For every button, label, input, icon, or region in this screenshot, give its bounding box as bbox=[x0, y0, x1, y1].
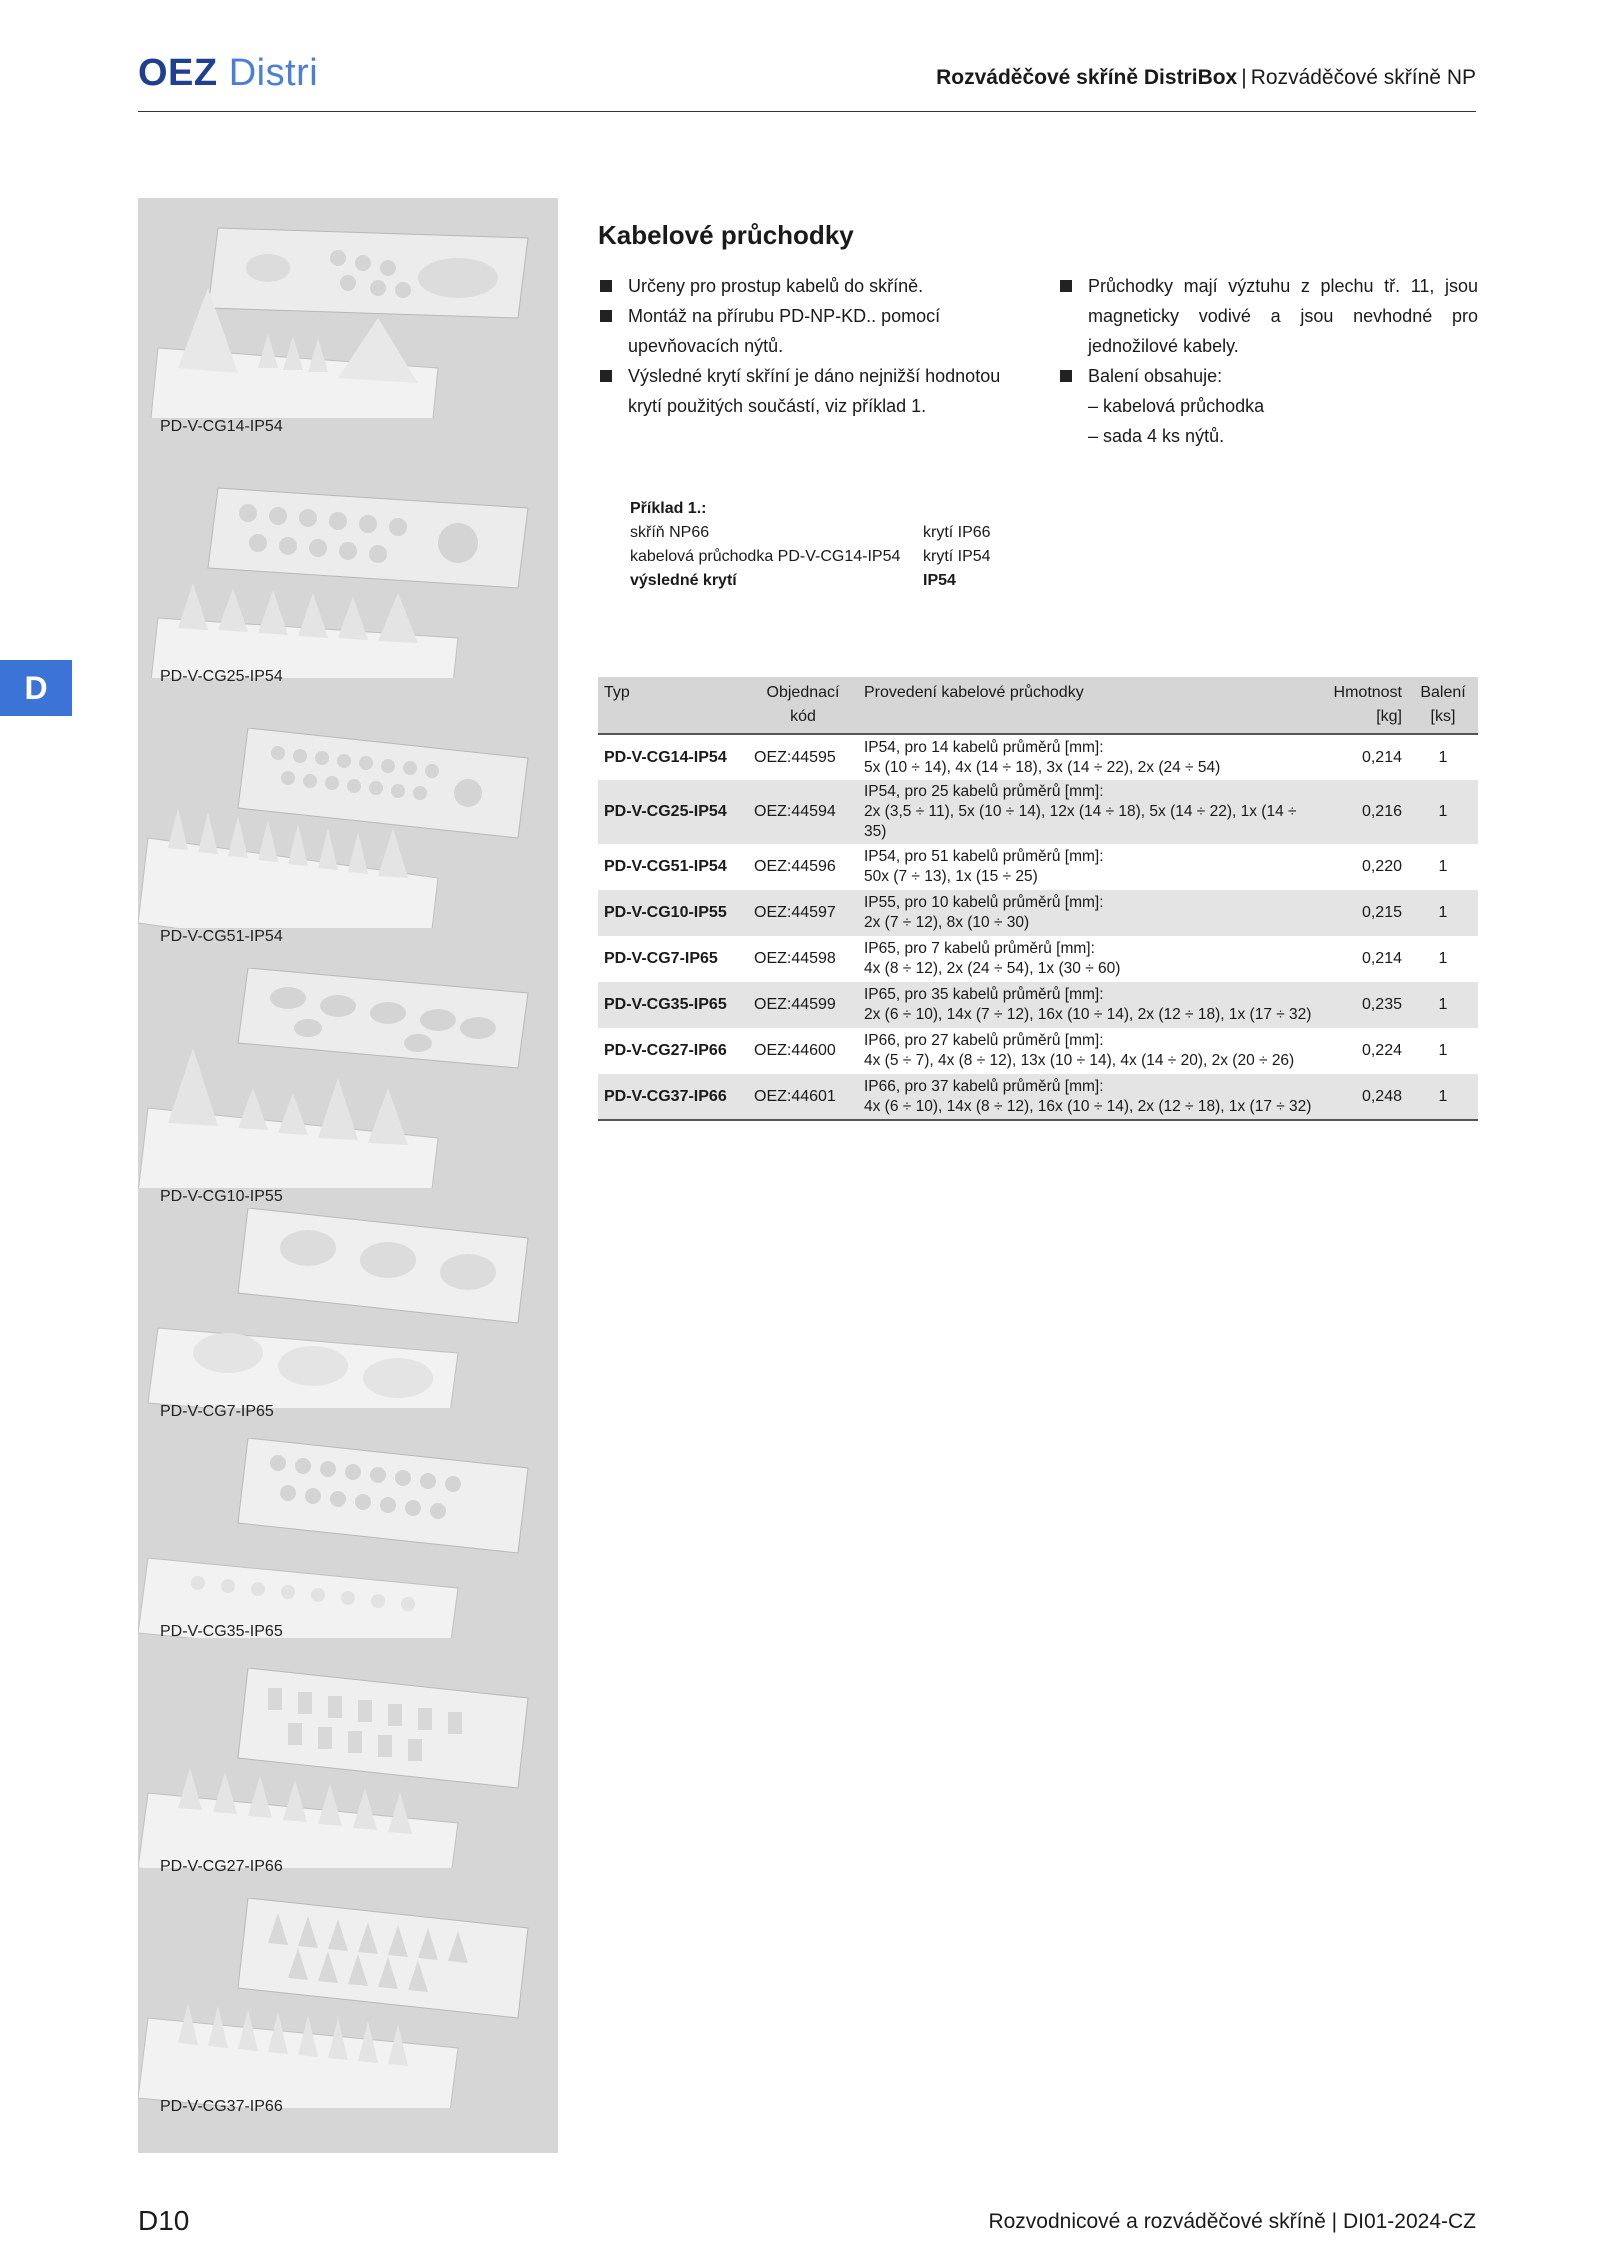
cell-hmotnost: 0,248 bbox=[1328, 1074, 1408, 1120]
col-header-provedeni: Provedení kabelové průchodky bbox=[858, 677, 1328, 734]
cell-hmotnost: 0,214 bbox=[1361, 748, 1402, 766]
cell-baleni: 1 bbox=[1408, 780, 1478, 844]
cell-kod: OEZ:44597 bbox=[748, 890, 858, 936]
table-row bbox=[598, 1028, 1478, 1074]
header-section-bold: Rozváděčové skříně DistriBox bbox=[936, 66, 1238, 89]
cell-baleni: 1 bbox=[1438, 858, 1448, 875]
table-row bbox=[598, 890, 1478, 936]
product-label: PD-V-CG51-IP54 bbox=[160, 928, 283, 945]
col-header-hmotnost: Hmotnost [kg] bbox=[1328, 677, 1408, 734]
product-label: PD-V-CG7-IP65 bbox=[160, 1403, 274, 1420]
footer-catalog-name: Rozvodnicové a rozváděčové skříně bbox=[988, 2210, 1326, 2233]
cell-hmotnost: 0,224 bbox=[1361, 1042, 1402, 1059]
product-image-cg14 bbox=[138, 218, 558, 438]
feature-bullet: Výsledné krytí skříní je dáno nejnižší hodnotou krytí použitých součástí, viz příklad 1. bbox=[598, 361, 1018, 421]
logo-oez: OEZ bbox=[138, 52, 218, 94]
cell-baleni: 1 bbox=[1438, 748, 1448, 766]
example-left: skříň NP66 bbox=[630, 524, 710, 541]
col-header-typ: Typ bbox=[598, 677, 748, 734]
cell-baleni: 1 bbox=[1408, 982, 1478, 1028]
cell-baleni: 1 bbox=[1438, 1042, 1448, 1059]
example-row-result bbox=[630, 569, 1010, 593]
cell-typ: PD-V-CG37-IP66 bbox=[598, 1074, 748, 1120]
feature-bullet: Průchodky mají výztuhu z plechu tř. 11, jsou magneticky vodivé a jsou nevhodné pro jednožilové kabely. bbox=[1058, 271, 1478, 361]
features-right bbox=[1058, 271, 1478, 451]
features-left bbox=[598, 271, 1018, 451]
product-image-cg37 bbox=[138, 1898, 558, 2128]
cell-typ: PD-V-CG35-IP65 bbox=[598, 982, 748, 1028]
cable-gland-cg51-image bbox=[138, 728, 558, 928]
product-label: PD-V-CG27-IP66 bbox=[160, 1858, 283, 1875]
cell-typ: PD-V-CG25-IP54 bbox=[598, 780, 748, 844]
table-row bbox=[598, 844, 1478, 890]
cell-kod: OEZ:44600 bbox=[754, 1042, 836, 1059]
cell-kod: OEZ:44599 bbox=[748, 982, 858, 1028]
product-image-cg25 bbox=[138, 478, 558, 698]
footer-separator: | bbox=[1331, 2210, 1338, 2233]
product-label: PD-V-CG25-IP54 bbox=[160, 668, 283, 685]
page-header bbox=[138, 48, 1476, 112]
example-row bbox=[630, 521, 1010, 545]
cell-kod: OEZ:44598 bbox=[754, 950, 836, 967]
cell-typ: PD-V-CG14-IP54 bbox=[604, 748, 727, 766]
header-section-title bbox=[936, 66, 1476, 90]
example-title: Příklad 1.: bbox=[630, 500, 707, 517]
section-title: Kabelové průchodky bbox=[598, 220, 854, 250]
cell-provedeni: IP55, pro 10 kabelů průměrů [mm]: 2x (7 ÷ 12), 8x (10 ÷ 30) bbox=[858, 890, 1328, 936]
product-label: PD-V-CG10-IP55 bbox=[160, 1188, 283, 1205]
product-image-cg10 bbox=[138, 968, 558, 1218]
cable-gland-cg7-image bbox=[138, 1208, 558, 1408]
package-item: – kabelová průchodka bbox=[1088, 396, 1265, 416]
example-left: kabelová průchodka PD-V-CG14-IP54 bbox=[630, 548, 901, 565]
cell-provedeni: IP66, pro 37 kabelů průměrů [mm]: 4x (6 ÷ 10), 14x (8 ÷ 12), 16x (10 ÷ 14), 2x (12 ÷ 18), 1x (17 ÷ 32) bbox=[858, 1074, 1328, 1120]
product-label: PD-V-CG37-IP66 bbox=[160, 2098, 283, 2115]
example-row bbox=[630, 545, 1010, 569]
feature-bullet: Určeny pro prostup kabelů do skříně. bbox=[598, 271, 1018, 301]
header-section-normal: Rozváděčové skříně NP bbox=[1250, 66, 1476, 89]
cell-provedeni: IP54, pro 51 kabelů průměrů [mm]: 50x (7 ÷ 13), 1x (15 ÷ 25) bbox=[864, 848, 1104, 885]
cable-gland-cg25-image bbox=[138, 478, 558, 678]
product-table bbox=[598, 677, 1478, 1121]
cell-kod: OEZ:44601 bbox=[748, 1074, 858, 1120]
cell-provedeni: IP54, pro 25 kabelů průměrů [mm]: 2x (3,5 ÷ 11), 5x (10 ÷ 14), 12x (14 ÷ 18), 5x (14 ÷ 22), 1x (14 ÷ 35) bbox=[858, 780, 1328, 844]
package-item: – sada 4 ks nýtů. bbox=[1088, 426, 1225, 446]
footer-catalog bbox=[988, 2210, 1476, 2234]
cell-provedeni: IP66, pro 27 kabelů průměrů [mm]: 4x (5 ÷ 7), 4x (8 ÷ 12), 13x (10 ÷ 14), 4x (14 ÷ 20), 2x (20 ÷ 26) bbox=[864, 1032, 1295, 1069]
example-right: krytí IP54 bbox=[923, 548, 991, 565]
chapter-tab: D bbox=[0, 660, 72, 716]
cell-provedeni: IP65, pro 35 kabelů průměrů [mm]: 2x (6 ÷ 10), 14x (7 ÷ 12), 16x (10 ÷ 14), 2x (12 ÷ 18), 1x (17 ÷ 32) bbox=[858, 982, 1328, 1028]
cell-kod: OEZ:44594 bbox=[748, 780, 858, 844]
cell-baleni: 1 bbox=[1438, 950, 1448, 967]
description-section bbox=[598, 220, 1478, 451]
table-row bbox=[598, 734, 1478, 780]
feature-bullet: Balení obsahuje: bbox=[1058, 361, 1478, 391]
cable-gland-cg27-image bbox=[138, 1668, 558, 1868]
cell-provedeni: IP54, pro 14 kabelů průměrů [mm]: 5x (10 ÷ 14), 4x (14 ÷ 18), 3x (14 ÷ 22), 2x (24 ÷ 54) bbox=[864, 738, 1221, 776]
cable-gland-cg35-image bbox=[138, 1438, 558, 1638]
cell-typ: PD-V-CG10-IP55 bbox=[598, 890, 748, 936]
product-image-cg35 bbox=[138, 1438, 558, 1658]
cell-kod: OEZ:44596 bbox=[754, 858, 836, 875]
header-separator: | bbox=[1241, 66, 1247, 89]
product-image-cg27 bbox=[138, 1668, 558, 1898]
cell-baleni: 1 bbox=[1408, 1074, 1478, 1120]
table-row bbox=[598, 936, 1478, 982]
example-left: výsledné krytí bbox=[630, 572, 737, 589]
table-row bbox=[598, 1074, 1478, 1120]
cell-hmotnost: 0,220 bbox=[1361, 858, 1402, 875]
table-row bbox=[598, 982, 1478, 1028]
product-gallery bbox=[138, 198, 558, 2153]
oez-distri-logo bbox=[138, 52, 318, 95]
table-header-row bbox=[598, 677, 1478, 734]
cable-gland-cg37-image bbox=[138, 1898, 558, 2108]
example-right: krytí IP66 bbox=[923, 524, 991, 541]
cell-kod: OEZ:44595 bbox=[754, 748, 836, 766]
footer-catalog-code: DI01-2024-CZ bbox=[1342, 2210, 1476, 2233]
cell-typ: PD-V-CG7-IP65 bbox=[604, 950, 718, 967]
col-header-kod: Objednací kód bbox=[748, 677, 858, 734]
cell-hmotnost: 0,215 bbox=[1328, 890, 1408, 936]
logo-distri: Distri bbox=[228, 52, 319, 94]
cell-provedeni: IP65, pro 7 kabelů průměrů [mm]: 4x (8 ÷ 12), 2x (24 ÷ 54), 1x (30 ÷ 60) bbox=[864, 940, 1121, 977]
feature-bullet: Montáž na přírubu PD-NP-KD.. pomocí upevňovacích nýtů. bbox=[598, 301, 1018, 361]
table-row bbox=[598, 780, 1478, 844]
example-right: IP54 bbox=[923, 572, 956, 589]
cell-hmotnost: 0,214 bbox=[1361, 950, 1402, 967]
product-image-cg51 bbox=[138, 728, 558, 958]
cable-gland-cg14-image bbox=[138, 218, 558, 418]
page-number: D10 bbox=[138, 2205, 190, 2236]
cell-hmotnost: 0,216 bbox=[1328, 780, 1408, 844]
cell-typ: PD-V-CG51-IP54 bbox=[604, 858, 727, 875]
product-label: PD-V-CG35-IP65 bbox=[160, 1623, 283, 1640]
product-label: PD-V-CG14-IP54 bbox=[160, 418, 283, 435]
cell-hmotnost: 0,235 bbox=[1328, 982, 1408, 1028]
cell-typ: PD-V-CG27-IP66 bbox=[604, 1042, 727, 1059]
cell-baleni: 1 bbox=[1408, 890, 1478, 936]
cable-gland-cg10-image bbox=[138, 968, 558, 1188]
col-header-baleni: Balení [ks] bbox=[1408, 677, 1478, 734]
example-box bbox=[630, 497, 1010, 593]
product-image-cg7 bbox=[138, 1208, 558, 1438]
